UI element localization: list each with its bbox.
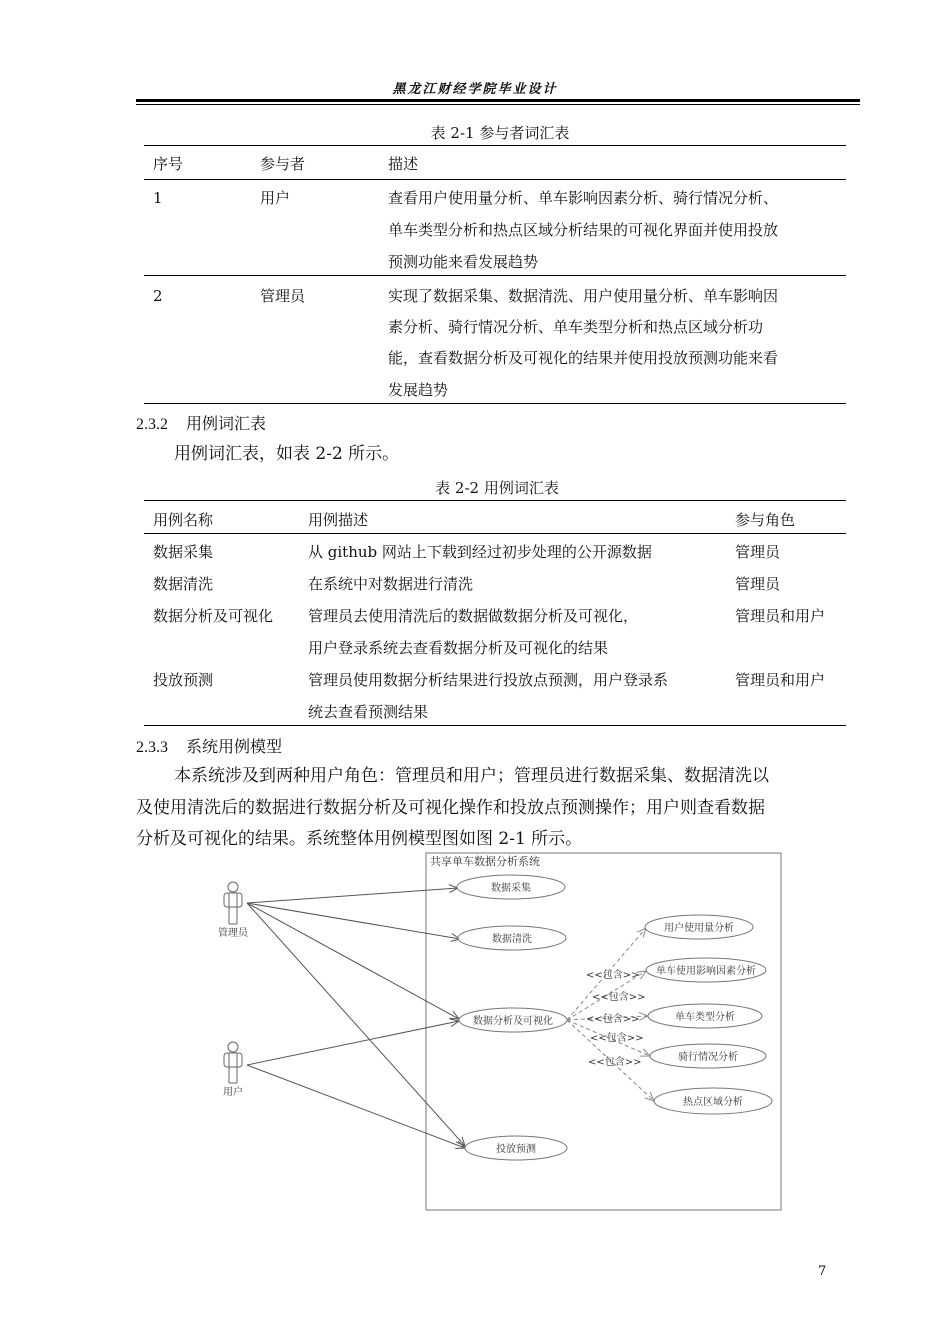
assoc-user-predict (247, 1065, 465, 1148)
table1-row2-actor: 管理员 (260, 287, 306, 305)
usecase-placement-prediction-label: 投放预测 (496, 1144, 536, 1155)
assoc-admin-predict (247, 903, 465, 1146)
include-label: <<包含>> (588, 1057, 642, 1068)
table2-caption: 表 2-2 用例词汇表 (435, 479, 559, 497)
usecase-hotspot-analysis-label: 热点区域分析 (683, 1097, 743, 1108)
table1-row2-desc-line: 能，查看数据分析及可视化的结果并使用投放预测功能来看 (388, 349, 779, 367)
section-2-3-2-intro: 用例词汇表，如表 2-2 所示。 (174, 444, 400, 464)
table1-row1-actor: 用户 (260, 189, 291, 207)
include-label: <<包含>> (586, 1014, 640, 1025)
include-label: <<包含>> (592, 992, 646, 1003)
table1-header-no: 序号 (153, 155, 184, 173)
table1-header-desc: 描述 (388, 155, 419, 173)
usecase-factors-analysis-label: 单车使用影响因素分析 (656, 966, 756, 977)
usecase-bike-type-analysis-label: 单车类型分析 (675, 1012, 735, 1023)
table1-row2-desc-line: 实现了数据采集、数据清洗、用户使用量分析、单车影响因 (388, 287, 779, 305)
actor-admin (224, 882, 242, 924)
table2-row-desc: 在系统中对数据进行清洗 (308, 575, 474, 593)
actor-admin-label: 管理员 (218, 928, 248, 939)
table2-row-role: 管理员 (735, 543, 781, 561)
table1-header-actor: 参与者 (260, 155, 306, 173)
section-title: 系统用例模型 (186, 737, 283, 756)
table2-row-desc: 管理员使用数据分析结果进行投放点预测，用户登录系 (308, 671, 669, 689)
assoc-admin-analysis (247, 903, 459, 1019)
actor-user (224, 1042, 242, 1083)
usecase-data-cleaning-label: 数据清洗 (492, 934, 532, 945)
table2-row-desc: 从 github 网站上下载到经过初步处理的公开源数据 (308, 543, 652, 561)
table2-row-name: 数据分析及可视化 (153, 607, 274, 625)
table2-row-name: 数据采集 (153, 543, 214, 561)
table2-row-role: 管理员 (735, 575, 781, 593)
table1-row2-desc-line: 素分析、骑行情况分析、单车类型分析和热点区域分析功 (388, 318, 764, 336)
include-label: <<包含>> (586, 970, 640, 981)
page-number: 7 (818, 1264, 827, 1279)
table1-row2-desc-line: 发展趋势 (388, 381, 449, 399)
document-header: 黑龙江财经学院毕业设计 (392, 82, 558, 97)
usecase-user-usage-analysis-label: 用户使用量分析 (664, 923, 734, 934)
assoc-user-analysis (247, 1021, 459, 1065)
table1-row1-desc-line: 单车类型分析和热点区域分析结果的可视化界面并使用投放 (388, 221, 779, 239)
include-label: <<包含>> (590, 1033, 644, 1044)
table2-row-desc: 管理员去使用清洗后的数据做数据分析及可视化， (308, 607, 639, 625)
table2-row-desc: 用户登录系统去查看数据分析及可视化的结果 (308, 639, 609, 657)
section-2-3-3-para-line: 及使用清洗后的数据进行数据分析及可视化操作和投放点预测操作；用户则查看数据 (136, 798, 765, 818)
actor-user-label: 用户 (223, 1087, 243, 1098)
section-2-3-3-para-line: 本系统涉及到两种用户角色：管理员和用户；管理员进行数据采集、数据清洗以 (174, 766, 769, 786)
system-name: 共享单车数据分析系统 (430, 855, 540, 868)
table2-row-name: 投放预测 (153, 671, 214, 689)
usecase-riding-analysis-label: 骑行情况分析 (678, 1052, 738, 1063)
section-2-3-3-para-line: 分析及可视化的结果。系统整体用例模型图如图 2-1 所示。 (136, 829, 583, 849)
table2-row-desc: 统去查看预测结果 (308, 703, 429, 721)
table2-header-name: 用例名称 (153, 511, 214, 529)
table1-row1-desc-line: 查看用户使用量分析、单车影响因素分析、骑行情况分析、 (388, 189, 779, 207)
section-number: 2.3.3 (136, 739, 168, 756)
usecase-data-collection-label: 数据采集 (491, 883, 531, 894)
table2-header-desc: 用例描述 (308, 511, 369, 529)
table2-row-role: 管理员和用户 (735, 671, 826, 689)
table2-row-role: 管理员和用户 (735, 607, 826, 625)
section-title: 用例词汇表 (186, 414, 267, 433)
table1-caption: 表 2-1 参与者词汇表 (430, 124, 570, 142)
table1-row1-no: 1 (153, 189, 163, 207)
usecase-analysis-visualization-label: 数据分析及可视化 (473, 1016, 553, 1027)
section-number: 2.3.2 (136, 416, 168, 433)
table2-row-name: 数据清洗 (153, 575, 214, 593)
table2-header-role: 参与角色 (735, 511, 796, 529)
table1-row1-desc-line: 预测功能来看发展趋势 (388, 253, 539, 271)
table1-row2-no: 2 (153, 287, 163, 305)
